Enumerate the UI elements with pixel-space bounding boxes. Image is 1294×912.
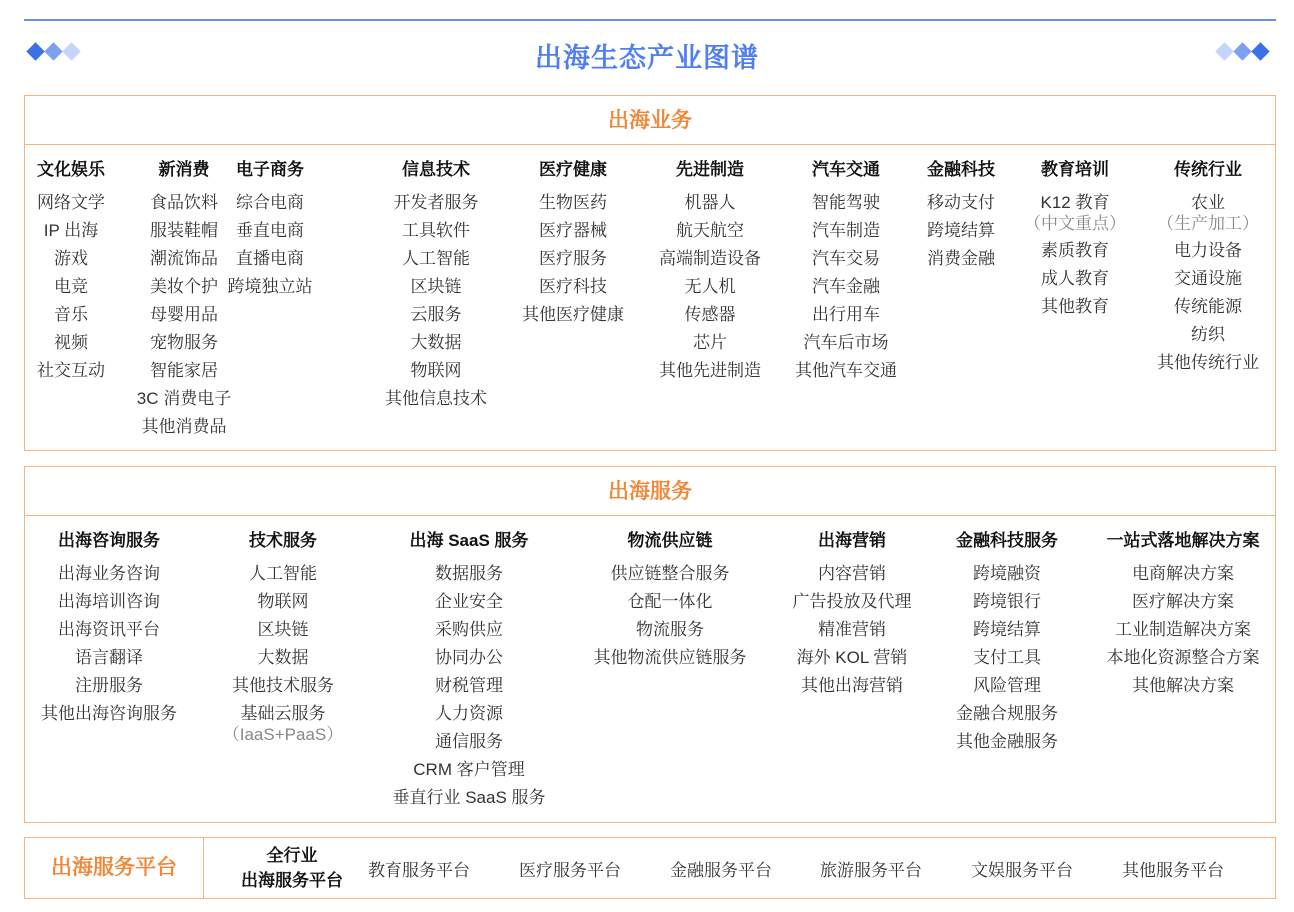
- platform-item: 金融服务平台: [670, 860, 772, 880]
- services-list-item: 出海资讯平台: [58, 620, 160, 639]
- business-section: [24, 95, 1276, 451]
- page-title: 出海生态产业图谱: [535, 43, 759, 73]
- services-list-item: 采购供应: [435, 620, 503, 639]
- business-list-item: 移动支付: [927, 193, 995, 212]
- services-list-item: 其他技术服务: [232, 676, 334, 695]
- services-list-item: 注册服务: [75, 676, 143, 695]
- business-list-item: 综合电商: [236, 193, 304, 212]
- business-list-item: 其他汽车交通: [795, 361, 897, 380]
- platform-item: 医疗服务平台: [519, 860, 621, 880]
- services-list-item: 出海培训咨询: [58, 592, 160, 611]
- services-list-item: 跨境融资: [973, 564, 1041, 583]
- business-list-item: 3C 消费电子: [136, 389, 232, 408]
- platform-item-all-industry-line2: 出海服务平台: [241, 871, 343, 890]
- services-list-item: 其他金融服务: [956, 732, 1058, 751]
- business-column-heading: 金融科技: [927, 160, 995, 179]
- services-list-item: CRM 客户管理: [413, 760, 525, 779]
- business-list-item: 音乐: [54, 305, 88, 324]
- business-column-heading: 信息技术: [402, 160, 470, 179]
- business-list-item: 人工智能: [402, 249, 470, 268]
- services-list-item: 企业安全: [435, 592, 503, 611]
- platform-item-all-industry-line1: 全行业: [266, 846, 318, 865]
- business-list-item: 成人教育: [1041, 269, 1109, 288]
- services-list-item: 其他出海咨询服务: [41, 704, 177, 723]
- business-list-item: 开发者服务: [393, 193, 479, 212]
- business-list-item: 其他信息技术: [385, 389, 487, 408]
- business-list-item: K12 教育: [1040, 193, 1110, 212]
- platform-item: 教育服务平台: [368, 860, 470, 880]
- business-list-item: 其他先进制造: [659, 361, 761, 380]
- services-list-item: 其他解决方案: [1132, 676, 1234, 695]
- business-list-item: 消费金融: [927, 249, 995, 268]
- services-list-item: 物联网: [257, 592, 309, 611]
- services-list-item: 风险管理: [973, 676, 1041, 695]
- services-column-heading: 一站式落地解决方案: [1106, 531, 1260, 550]
- business-list-item: 其他教育: [1041, 297, 1109, 316]
- business-list-item: 交通设施: [1174, 269, 1242, 288]
- services-list-item: 广告投放及代理: [792, 592, 912, 611]
- business-list-item: 医疗器械: [539, 221, 607, 240]
- business-list-item: 生物医药: [539, 193, 607, 212]
- business-column-heading: 医疗健康: [539, 160, 607, 179]
- services-list-item: 财税管理: [435, 676, 503, 695]
- business-list-item: 航天航空: [676, 221, 744, 240]
- platform-item: 其他服务平台: [1122, 860, 1224, 880]
- services-list-item: 通信服务: [435, 732, 503, 751]
- business-list-item: 母婴用品: [150, 305, 218, 324]
- services-list-item: 跨境结算: [973, 620, 1041, 639]
- top-rule: [24, 19, 1276, 21]
- business-list-item: IP 出海: [43, 221, 99, 240]
- services-list-item: 供应链整合服务: [610, 564, 730, 583]
- business-list-item: 传感器: [684, 305, 736, 324]
- business-list-item: 区块链: [410, 277, 462, 296]
- services-column-heading: 出海营销: [818, 531, 886, 550]
- business-list-item: 医疗科技: [539, 277, 607, 296]
- business-list-item: 美妆个护: [150, 277, 218, 296]
- business-list-item: 网络文学: [37, 193, 105, 212]
- business-list-item: 食品饮料: [150, 193, 218, 212]
- services-list-item: 内容营销: [818, 564, 886, 583]
- business-list-item: 跨境结算: [927, 221, 995, 240]
- business-list-item: 服装鞋帽: [150, 221, 218, 240]
- business-list-item: 物联网: [410, 361, 462, 380]
- business-list-item: 其他医疗健康: [522, 305, 624, 324]
- business-list-item: 医疗服务: [539, 249, 607, 268]
- business-list-item: 游戏: [54, 249, 88, 268]
- services-column-heading: 物流供应链: [627, 531, 713, 550]
- business-list-item: 机器人: [684, 193, 736, 212]
- business-list-item: 潮流饰品: [150, 249, 218, 268]
- services-list-item: 海外 KOL 营销: [796, 648, 908, 667]
- business-column-heading: 先进制造: [676, 160, 744, 179]
- business-list-item: 直播电商: [236, 249, 304, 268]
- services-list-item: 人工智能: [249, 564, 317, 583]
- business-list-item: 出行用车: [812, 305, 880, 324]
- services-column-heading: 金融科技服务: [956, 531, 1058, 550]
- services-column-heading: 技术服务: [249, 531, 317, 550]
- services-list-item: 垂直行业 SaaS 服务: [392, 788, 546, 807]
- services-column-heading: 出海 SaaS 服务: [409, 531, 529, 550]
- business-column-heading: 汽车交通: [812, 160, 880, 179]
- business-list-item: 汽车交易: [812, 249, 880, 268]
- services-column-heading: 出海咨询服务: [58, 531, 160, 550]
- platform-section: [24, 837, 1276, 899]
- business-list-item: 智能家居: [150, 361, 218, 380]
- services-section-title: 出海服务: [25, 467, 1275, 516]
- business-section-title: 出海业务: [25, 96, 1275, 145]
- services-list-item: 跨境银行: [973, 592, 1041, 611]
- business-list-item: 芯片: [693, 333, 727, 352]
- services-list-item: 语言翻译: [75, 648, 143, 667]
- business-list-item: 其他消费品: [141, 417, 227, 436]
- services-list-item: 金融合规服务: [956, 704, 1058, 723]
- business-list-item: 电力设备: [1174, 241, 1242, 260]
- services-list-item: 物流服务: [636, 620, 704, 639]
- services-list-item: 出海业务咨询: [58, 564, 160, 583]
- services-list-item: 仓配一体化: [627, 592, 713, 611]
- platform-item: 旅游服务平台: [820, 860, 922, 880]
- business-list-item: 垂直电商: [236, 221, 304, 240]
- services-list-item: 基础云服务: [240, 704, 326, 723]
- services-list-item: 电商解决方案: [1132, 564, 1234, 583]
- services-list-item: 医疗解决方案: [1132, 592, 1234, 611]
- services-list-item: 支付工具: [973, 648, 1041, 667]
- business-list-item: 大数据: [410, 333, 462, 352]
- business-list-item: 宠物服务: [150, 333, 218, 352]
- business-column-heading: 文化娱乐: [37, 160, 105, 179]
- business-column-heading: 教育培训: [1041, 160, 1109, 179]
- business-list-item: 农业: [1191, 193, 1225, 212]
- business-list-item: （中文重点）: [1024, 214, 1126, 233]
- business-list-item: 其他传统行业: [1157, 353, 1259, 372]
- business-list-item: 汽车金融: [812, 277, 880, 296]
- services-list-item: 本地化资源整合方案: [1106, 648, 1260, 667]
- business-column-heading: 传统行业: [1174, 160, 1242, 179]
- business-list-item: 汽车制造: [812, 221, 880, 240]
- platform-section-title: 出海服务平台: [25, 838, 204, 898]
- business-list-item: 高端制造设备: [659, 249, 761, 268]
- business-list-item: 跨境独立站: [227, 277, 313, 296]
- business-list-item: 社交互动: [37, 361, 105, 380]
- services-list-item: 大数据: [257, 648, 309, 667]
- business-list-item: 传统能源: [1174, 297, 1242, 316]
- services-column: [1073, 530, 1293, 700]
- services-list-item: 精准营销: [818, 620, 886, 639]
- services-list-item: 工业制造解决方案: [1115, 620, 1251, 639]
- services-list-item: 协同办公: [435, 648, 503, 667]
- business-list-item: 云服务: [410, 305, 462, 324]
- business-list-item: 视频: [54, 333, 88, 352]
- platform-item: 文娱服务平台: [971, 860, 1073, 880]
- business-list-item: 智能驾驶: [812, 193, 880, 212]
- services-list-item: 其他物流供应链服务: [593, 648, 747, 667]
- services-column: [359, 530, 579, 812]
- business-list-item: 纺织: [1191, 325, 1225, 344]
- business-list-item: 工具软件: [402, 221, 470, 240]
- services-section: [24, 466, 1276, 823]
- services-list-item: 人力资源: [435, 704, 503, 723]
- services-list-item: 数据服务: [435, 564, 503, 583]
- business-list-item: 无人机: [684, 277, 736, 296]
- business-column-heading: 电子商务: [236, 160, 304, 179]
- services-list-item: 其他出海营销: [801, 676, 903, 695]
- business-list-item: 素质教育: [1041, 241, 1109, 260]
- services-list-item: （IaaS+PaaS）: [222, 725, 344, 744]
- business-list-item: 电竞: [54, 277, 88, 296]
- business-column: [1098, 159, 1294, 377]
- business-list-item: 汽车后市场: [803, 333, 889, 352]
- services-list-item: 区块链: [257, 620, 309, 639]
- business-column-heading: 新消费: [158, 160, 210, 179]
- business-list-item: （生产加工）: [1157, 214, 1259, 233]
